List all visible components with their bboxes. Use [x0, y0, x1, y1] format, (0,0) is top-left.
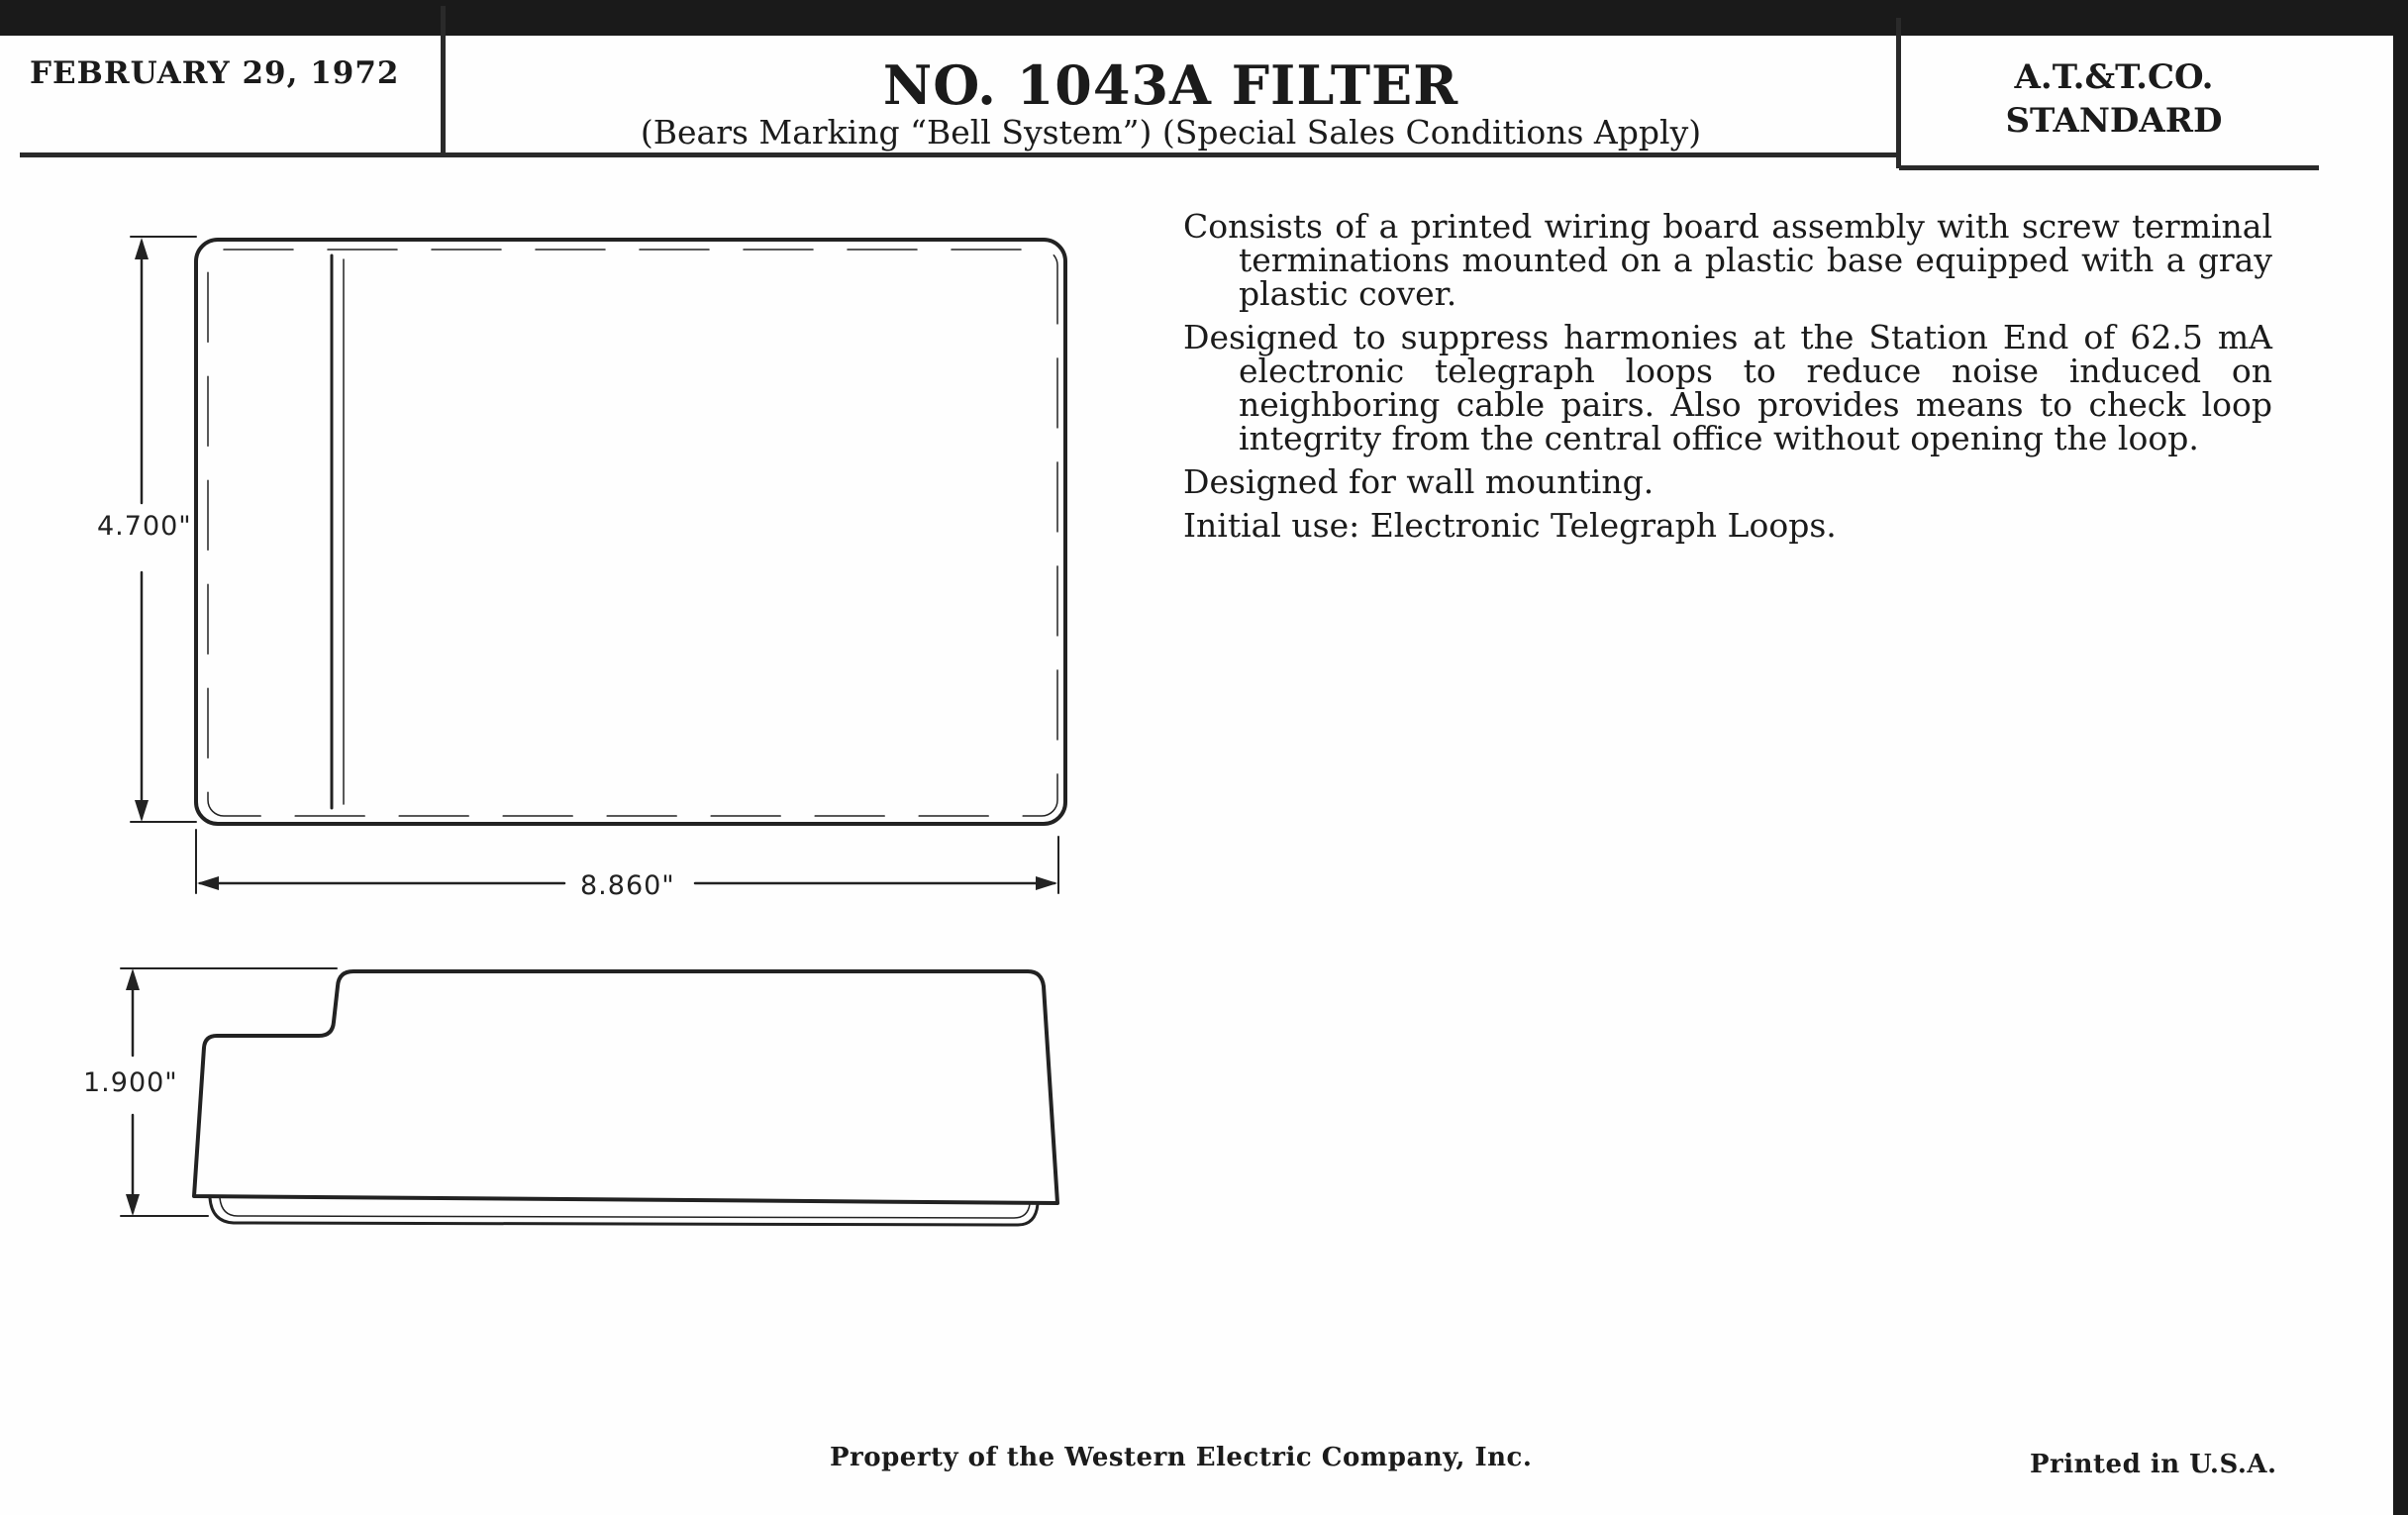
standard-line-2: STANDARD: [2005, 101, 2223, 141]
dim-height-top: 4.700": [97, 511, 192, 542]
description-paragraph: Designed to suppress harmonies at the Station End of 62.5 mA electronic telegraph loops to reduce noise induced on neighboring cable pairs. Also provides means to check loop integrity from the central office without opening the loop.: [1183, 318, 2272, 457]
description-paragraph: Initial use: Electronic Telegraph Loops.: [1183, 506, 1837, 545]
top-view-outline: [196, 240, 1065, 824]
side-view-outline: [194, 971, 1057, 1203]
standard-line-1: A.T.&T.CO.: [2014, 57, 2214, 97]
dim-width: 8.860": [580, 870, 675, 901]
dim-height-side: 1.900": [83, 1067, 178, 1098]
page-title: NO. 1043A FILTER: [882, 53, 1459, 117]
description-paragraph: Consists of a printed wiring board assembly with screw terminal terminations mounted on a plastic base equipped with a gray plastic cover.: [1183, 207, 2272, 313]
footer-property: Property of the Western Electric Company, Inc.: [830, 1443, 1533, 1472]
footer-printed: Printed in U.S.A.: [2030, 1450, 2277, 1479]
description-paragraph: Designed for wall mounting.: [1183, 462, 1655, 501]
page-subtitle: (Bears Marking “Bell System”) (Special Sales Conditions Apply): [640, 113, 1702, 152]
issue-date: FEBRUARY 29, 1972: [30, 55, 400, 91]
top-view-inner-edge: [208, 250, 1057, 816]
description: [1183, 207, 2272, 553]
